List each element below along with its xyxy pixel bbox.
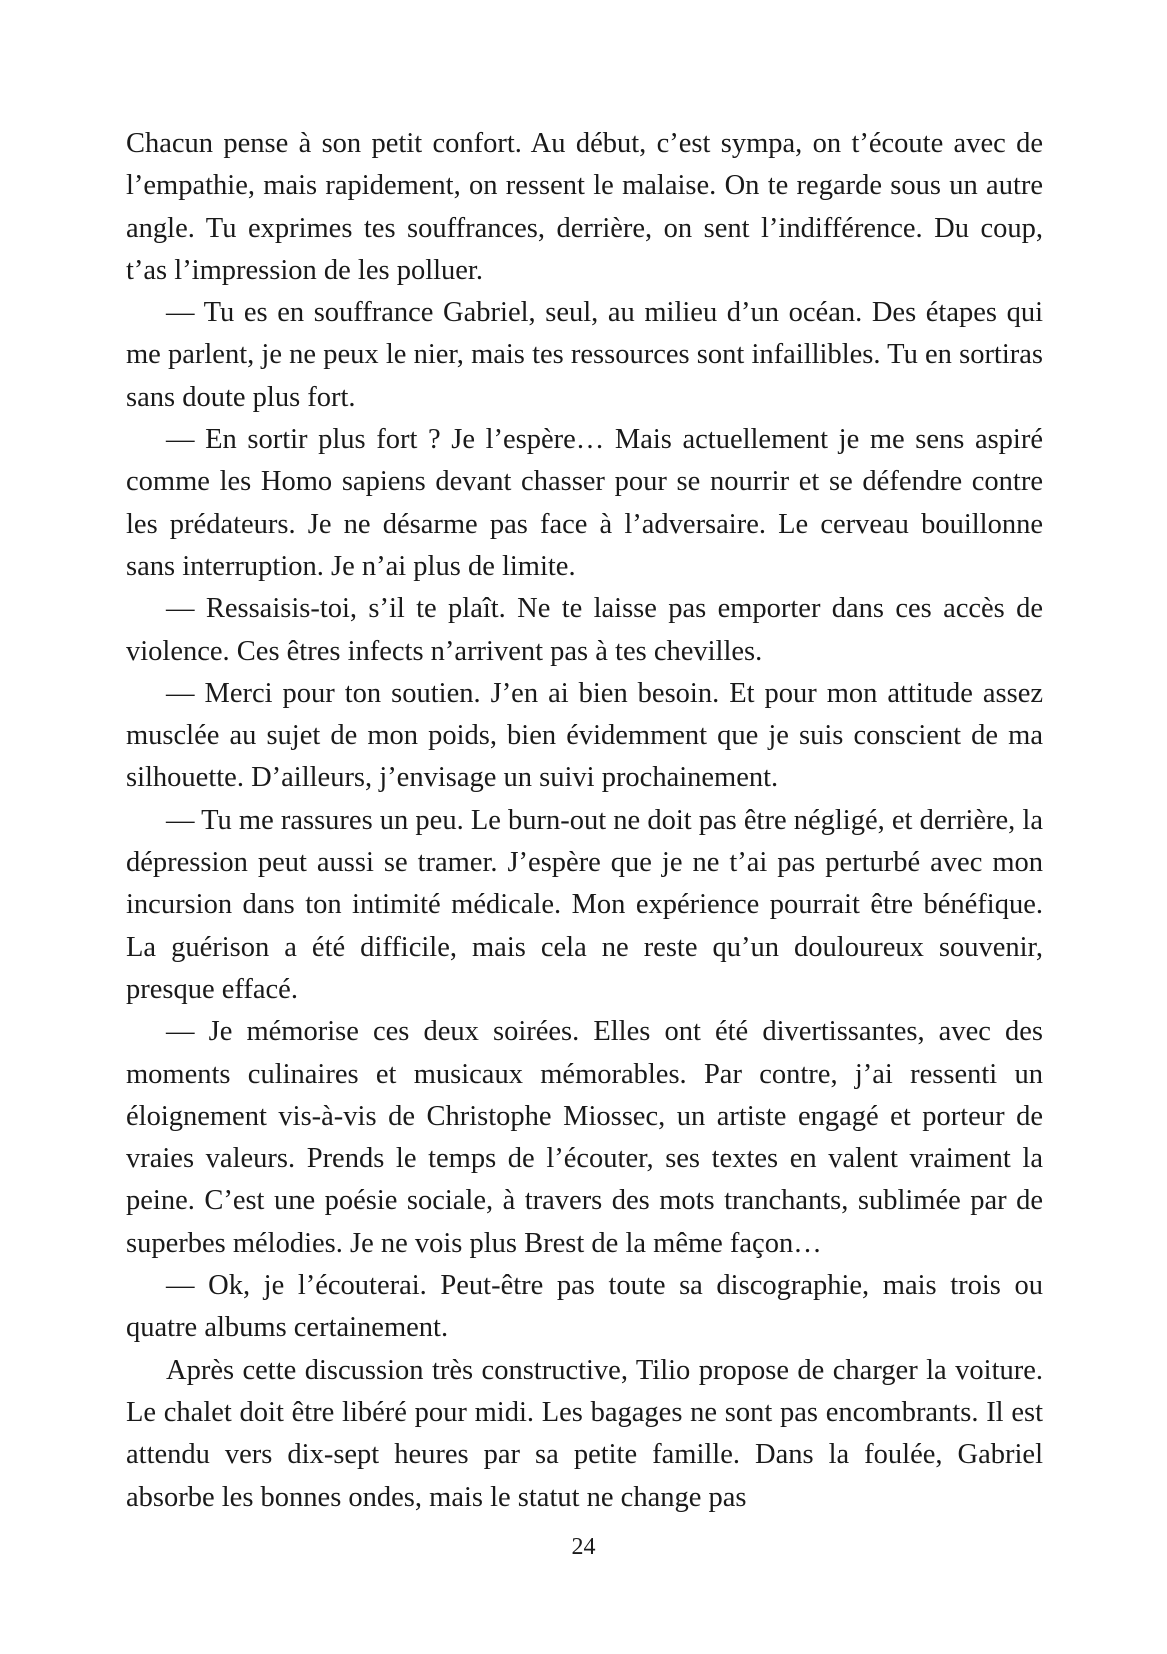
paragraph-8: — Ok, je l’écouterai. Peut-être pas toute sa discographie, mais trois ou quatre albums certainement. [126, 1270, 1043, 1344]
paragraph-5: — Merci pour ton soutien. J’en ai bien besoin. Et pour mon attitude assez musclée au sujet de mon poids, bien évidemment que je suis conscient de ma silhouette. D’ailleurs, j’envisage un suivi prochainement. [126, 677, 1043, 794]
paragraph-1: Chacun pense à son petit confort. Au début, c’est sympa, on t’écoute avec de l’empathie, mais rapidement, on ressent le malaise. On te regarde sous un autre angle. Tu exprimes tes souffrances, derrière, on sent l’indifférence. Du coup, t’as l’impression de les polluer. [126, 128, 1043, 286]
paragraph-7: — Je mémorise ces deux soirées. Elles ont été divertissantes, avec des moments culinaires et musicaux mémorables. Par contre, j’ai ressenti un éloignement vis-à-vis de Christophe Miossec, un artiste engagé et porteur de vraies valeurs. Prends le temps de l’écouter, ses textes en valent vraiment la peine. C’est une poésie sociale, à travers des mots tranchants, sublimée par de superbes mélodies. Je ne vois plus Brest de la même façon… [126, 1016, 1043, 1259]
paragraph-9: Après cette discussion très constructive, Tilio propose de charger la voiture. Le chalet doit être libéré pour midi. Les bagages ne sont pas encombrants. Il est attendu vers dix-sept heures par sa petite famille. Dans la foulée, Gabriel absorbe les bonnes ondes, mais le statut ne change pas [126, 1354, 1043, 1513]
body-text [126, 123, 1043, 1519]
page-number: 24 [571, 1534, 596, 1560]
paragraph-4: — Ressaisis-toi, s’il te plaît. Ne te laisse pas emporter dans ces accès de violence. Ces êtres infects n’arrivent pas à tes chevilles. [126, 593, 1043, 667]
paragraph-3: — En sortir plus fort ? Je l’espère… Mais actuellement je me sens aspiré comme les Homo sapiens devant chasser pour se nourrir et se défendre contre les prédateurs. Je ne désarme pas face à l’adversaire. Le cerveau bouillonne sans interruption. Je n’ai plus de limite. [126, 424, 1043, 582]
paragraph-2: — Tu es en souffrance Gabriel, seul, au milieu d’un océan. Des étapes qui me parlent, je ne peux le nier, mais tes ressources sont infaillibles. Tu en sortiras sans doute plus fort. [126, 297, 1043, 413]
paragraph-6: — Tu me rassures un peu. Le burn-out ne doit pas être négligé, et derrière, la dépression peut aussi se tramer. J’espère que je ne t’ai pas perturbé avec mon incursion dans ton intimité médicale. Mon expérience pourrait être bénéfique. La guérison a été difficile, mais cela ne reste qu’un douloureux souvenir, presque effacé. [126, 804, 1043, 1005]
